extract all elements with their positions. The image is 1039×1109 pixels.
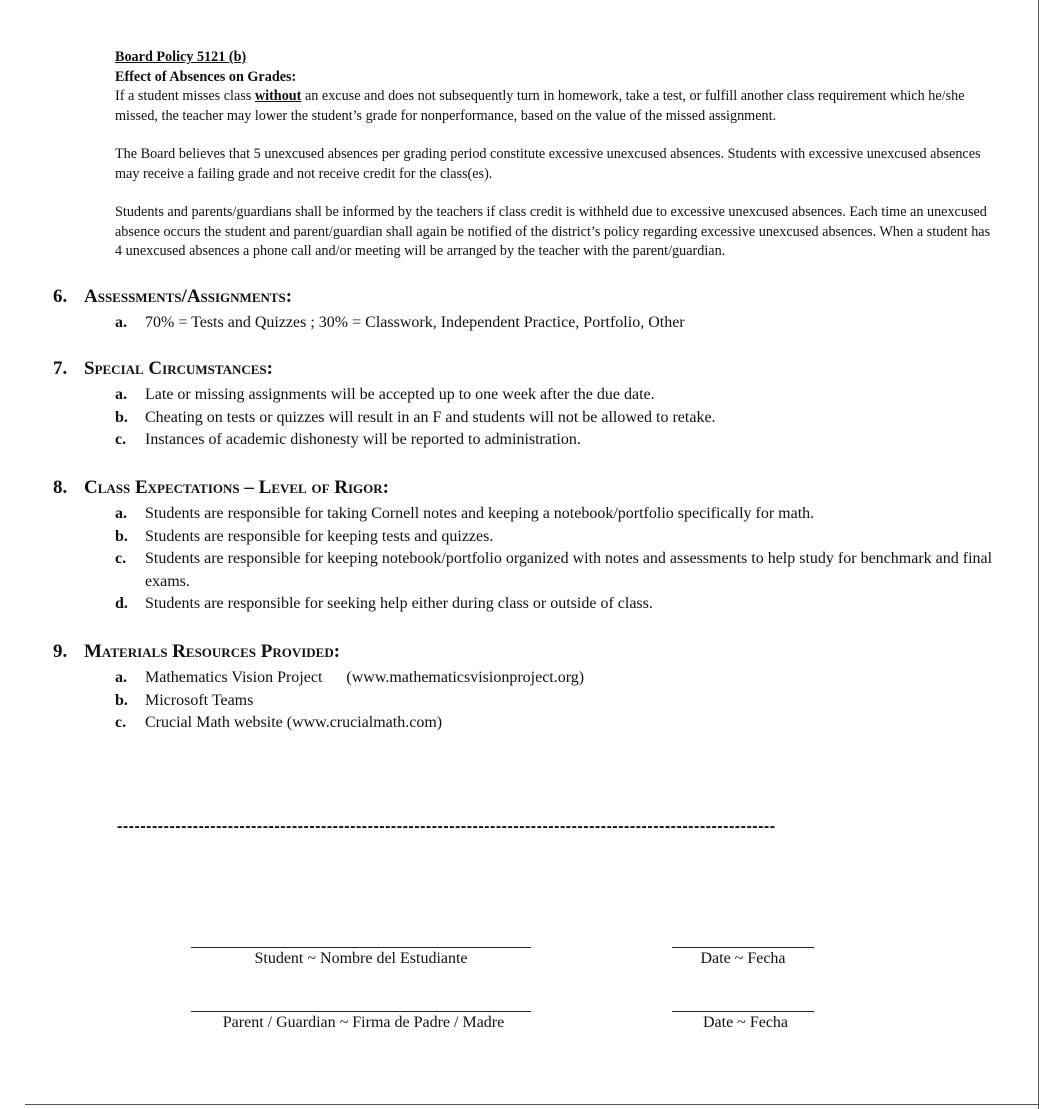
student-date-line <box>672 947 814 948</box>
section-heading <box>53 285 993 309</box>
item-letter: c. <box>115 550 127 568</box>
section-class-expectations <box>53 476 993 616</box>
section-number: 8. <box>53 477 68 498</box>
item-text: Instances of academic dishonesty will be reported to administration. <box>145 431 581 449</box>
policy-paragraph-1 <box>115 87 995 126</box>
list-item <box>53 384 993 407</box>
section-heading <box>53 476 993 500</box>
item-letter: a. <box>115 669 127 686</box>
item-text: Crucial Math website (www.crucialmath.com) <box>145 714 443 732</box>
item-letter: d. <box>115 595 128 613</box>
policy-subtitle: Effect of Absences on Grades: <box>115 68 297 85</box>
item-text: Mathematics Vision Project (www.mathematicsvisionproject.org) <box>145 669 585 686</box>
item-text: Students are responsible for keeping notebook/portfolio organized with notes and assessments to help study for benchmark and final exams. <box>145 550 993 590</box>
list-item <box>53 690 993 713</box>
section-title: Class Expectations – Level of Rigor: <box>84 477 389 498</box>
policy-paragraph-2: The Board believes that 5 unexcused absences per grading period constitute excessive unexcused absences. Students with excessive unexcused absences may receive a failing grade and not receive credit for the class(es). <box>115 146 981 182</box>
policy-p1-end: an excuse and does not subsequently turn in homework, take a test, or fulfill another class requirement which he/she missed, the teacher may lower the student’s grade for nonperformance, based on the value of the missed assignment. <box>115 88 965 124</box>
section-title: Materials Resources Provided: <box>84 641 341 662</box>
item-text: Late or missing assignments will be accepted up to one week after the due date. <box>145 386 655 403</box>
item-text: Microsoft Teams <box>145 691 254 709</box>
parent-date-line <box>672 1011 814 1012</box>
section-title: Assessments/Assignments: <box>84 286 293 307</box>
item-letter: b. <box>115 691 128 709</box>
parent-signature-line <box>191 1011 531 1012</box>
list-item <box>53 312 993 335</box>
section-number: 6. <box>53 286 68 307</box>
section-materials <box>53 640 993 735</box>
section-heading <box>53 640 993 664</box>
item-text: Students are responsible for keeping tests and quizzes. <box>145 527 494 545</box>
parent-date-label: Date ~ Fecha <box>702 1014 789 1031</box>
student-signature-line <box>191 947 531 948</box>
list-item <box>53 712 993 735</box>
list-item <box>53 548 993 593</box>
page-bottom-rule <box>25 1104 1039 1105</box>
item-text: Students are responsible for seeking help either during class or outside of class. <box>145 595 653 613</box>
item-text: Students are responsible for taking Cornell notes and keeping a notebook/portfolio specifically for math. <box>145 505 815 522</box>
item-letter: c. <box>115 714 127 732</box>
policy-p1-emphasis: without <box>254 88 302 104</box>
item-letter: a. <box>115 314 127 331</box>
policy-paragraph-3: Students and parents/guardians shall be informed by the teachers if class credit is withheld due to excessive unexcused absences. Each time an unexcused absence occurs the student and parent/guardian shall again be notified of the district’s policy regarding excessive unexcused absences. When a student has 4 unexcused absences a phone call and/or meeting will be arranged by the teacher with the parent/guardian. <box>115 204 991 259</box>
section-assessments <box>53 285 993 335</box>
item-letter: a. <box>115 386 127 403</box>
item-letter: b. <box>115 408 128 426</box>
cut-line-divider: ----------------------------------------------------------------------------------------------------------------- <box>117 818 776 835</box>
board-policy-block <box>115 48 995 262</box>
item-letter: a. <box>115 505 127 522</box>
item-text: 70% = Tests and Quizzes ; 30% = Classwork, Independent Practice, Portfolio, Other <box>145 314 685 331</box>
list-item <box>53 667 993 690</box>
student-signature-label: Student ~ Nombre del Estudiante <box>254 950 468 967</box>
list-item <box>53 503 993 526</box>
item-letter: b. <box>115 527 128 545</box>
section-special-circumstances <box>53 357 993 452</box>
section-number: 9. <box>53 641 68 662</box>
section-number: 7. <box>53 358 68 379</box>
policy-title: Board Policy 5121 (b) <box>115 49 247 65</box>
list-item <box>53 407 993 430</box>
policy-p1-start: If a student misses class <box>115 88 255 104</box>
section-title: Special Circumstances: <box>84 358 273 379</box>
list-item <box>53 526 993 549</box>
section-heading <box>53 357 993 381</box>
list-item <box>53 429 993 452</box>
parent-signature-label: Parent / Guardian ~ Firma de Padre / Madre <box>222 1014 505 1031</box>
item-letter: c. <box>115 431 127 449</box>
item-text: Cheating on tests or quizzes will result in an F and students will not be allowed to retake. <box>145 408 716 426</box>
student-date-label: Date ~ Fecha <box>700 950 786 967</box>
list-item <box>53 593 993 616</box>
